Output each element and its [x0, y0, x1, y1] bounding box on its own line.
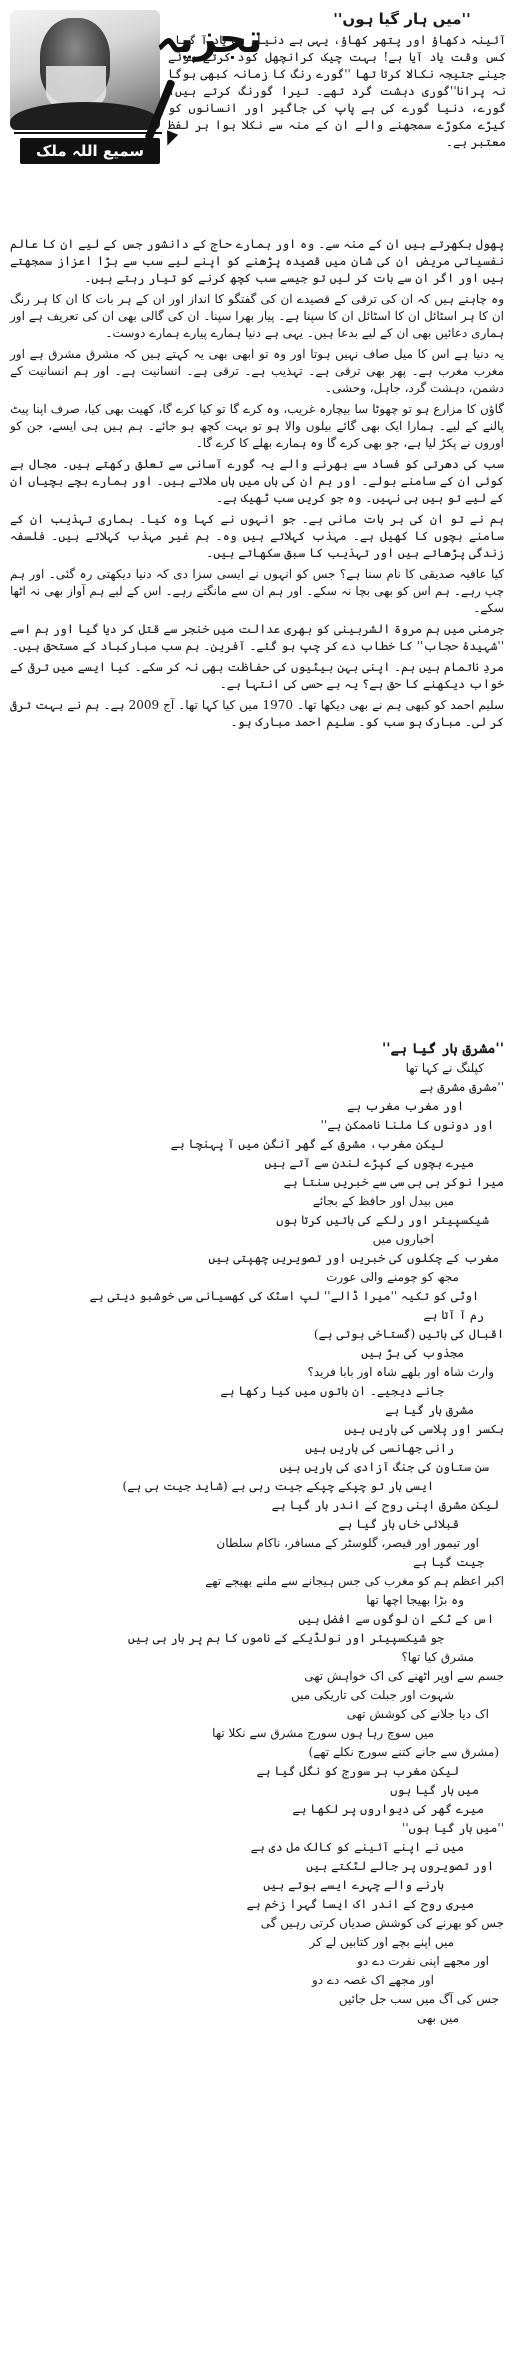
- poem-line: شیکسپیئر اور رلکے کی باتیں کرتا ہوں: [276, 1213, 489, 1227]
- poem-line: بکسر اور پلاسی کی ہاریں ہیں: [344, 1422, 504, 1436]
- article-body: [10, 236, 504, 735]
- author-shoulder-shape: [10, 102, 160, 130]
- poem-line: (مشرق سے جانے کتنے سورج نکلے تھے): [308, 1745, 499, 1759]
- poem-line: ایسی ہار تو چپکے چپکے جیت رہی ہے (شاید جیت ہی ہے): [122, 1479, 434, 1493]
- poem-line: میرے گھر کی دیواروں پر لکھا ہے: [292, 1802, 484, 1816]
- poem-line: اکبر اعظم ہم کو مغرب کی جس ہیجانے سے ملنے بھیجے تھے: [205, 1574, 504, 1588]
- body-paragraph: سب کی دھرتی کو فساد سے بھرنے والے یہ گورے آسانی سے تعلق رکھتے ہیں۔ مجال ہے کوئی ان کے سامنے بولے۔ اور ہم ان کی ہاں میں ہاں ملاتے ہیں۔ اور ہمارے بچے بچیاں ان کے لیے تو ہیں ہی نہیں۔ وہ جو کریں سب ٹھیک ہے۔: [10, 457, 504, 505]
- article-headline: ''میں ہار گیا ہوں'': [333, 10, 471, 28]
- poem-line: مجذوب کی بڑ ہیں: [361, 1346, 464, 1360]
- poem-line: میں بھی: [417, 2011, 459, 2025]
- poem-line: وہ بڑا بھیجا اچھا تھا: [366, 1593, 464, 1607]
- poem-line: وارث شاہ اور بلھے شاہ اور بابا فرید؟: [307, 1365, 494, 1379]
- author-byline: سمیع اللہ ملک: [20, 138, 160, 164]
- poem-line: میری روح کے اندر اک ایسا گہرا زخم ہے: [246, 1897, 474, 1911]
- poem-line: رم آ آتا ہے: [423, 1308, 484, 1322]
- poem-line: اخباروں میں: [372, 1232, 434, 1246]
- body-paragraph: پھول بکھرتے ہیں ان کے منہ سے۔ وہ اور ہمارے حاج کے دانشور جس کے لیے ان کا عالم نفسیاتی مریض ان کی شان میں قصیدہ پڑھنے کو اپنے لیے سب سے بڑا اعزاز سمجھتے ہیں اور اگر ان سے بات کر لیں تو جیسے سب کچھ کرنے کو تیار رہتے ہیں۔: [10, 237, 504, 285]
- poem-line: مغرب کے چکلوں کی خبریں اور تصویریں چھپتی ہیں: [208, 1251, 499, 1265]
- article-intro: [168, 32, 506, 151]
- poem-line: ''مشرق مشرق ہے: [419, 1080, 504, 1094]
- poem-line: اس کے ٹکے ان لوگوں سے افضل ہیں: [298, 1612, 494, 1626]
- poem-line: اقبال کی باتیں (گستاخی ہوتی ہے): [313, 1327, 504, 1341]
- poem-line: لیکن مغرب ہر سورج کو نگل گیا ہے: [256, 1764, 459, 1778]
- poem-title: ''مشرق ہار گیا ہے'': [381, 1041, 504, 1057]
- body-paragraph: کیا عافیہ صدیقی کا نام سنا ہے؟ جس کو انہوں نے ایسی سزا دی کہ دنیا دیکھتی رہ گئی۔ اور ہم چپ رہے۔ ہم اس کو بھی بچا نہ سکے۔ اور ہم ان سے مانگتے رہے۔ اس کے لیے ہم آواز بھی نہ اٹھا سکے۔: [10, 567, 504, 615]
- poem-line: اور دونوں کا ملنا ناممکن ہے'': [320, 1118, 494, 1132]
- poem-line: اک دیا جلانے کی کوشش تھی: [346, 1707, 489, 1721]
- poem-line: سن ستاون کی جنگ آزادی کی ہاریں ہیں: [279, 1460, 489, 1474]
- poem-line: لیکن مغرب، مشرق کے گھر آنگن میں آ پہنچا ہے: [170, 1137, 444, 1151]
- poem-line: شہوت اور جبلت کی تاریکی میں: [290, 1688, 454, 1702]
- poem-line: جانے دیجیے۔ ان باتوں میں کیا رکھا ہے: [220, 1384, 444, 1398]
- poem-line: ہارنے والے چہرے ایسے ہوتے ہیں: [263, 1878, 444, 1892]
- poem-line: میں نے اپنے آئینے کو کالک مل دی ہے: [250, 1840, 464, 1854]
- poem-line: میں اپنے بچے اور کتابیں لے کر: [309, 1935, 454, 1949]
- header-divider: [14, 132, 162, 134]
- poem-line: میں سوچ رہا ہوں سورج مشرق سے نکلا تھا: [212, 1726, 434, 1740]
- poem-line: لیکن مشرق اپنی روح کے اندر ہار گیا ہے: [271, 1498, 499, 1512]
- body-paragraph: وہ چاہتے ہیں کہ ان کی ترقی کے قصیدے ان کی گفتگو کا انداز اور ان کے ہر بات کا ان کا ہر رنگ ان کا ہر اسٹائل ان کا اسٹائل ان کا سپنا ہے۔ پیار بھرا سپنا۔ ان کی گالی بھی ان کی تعریف ہے اور ہماری دعائیں بھی ان کے لیے بدعا ہیں۔ یہی ہے دنیا ہمارے پیارے ہمارے دوست۔: [10, 292, 504, 340]
- poem-line: اور مغرب مغرب ہے: [347, 1099, 464, 1113]
- poem-line: اور تیمور اور قیصر، گلوسٹر کے مسافر، ناکام سلطان: [216, 1536, 479, 1550]
- body-paragraph: جرمنی میں ہم مروۃ الشربینی کو بھری عدالت میں خنجر سے قتل کر دیا گیا اور ہم اسے ''شہیدۂ حجاب'' کا خطاب دے کر چپ ہو گئے۔ آفرین۔ ہم سب مبارکباد کے مستحق ہیں۔: [10, 622, 504, 653]
- poem-line: مشرق کیا تھا؟: [401, 1650, 474, 1664]
- poem-line: میں بیدل اور حافظ کے بجائے: [312, 1194, 454, 1208]
- poem-line: ''میں ہار گیا ہوں'': [402, 1821, 504, 1835]
- poem-line: اور مجھے اپنی نفرت دے دو: [357, 1954, 489, 1968]
- poem-line: میں ہار گیا ہوں: [390, 1783, 479, 1797]
- poem-line: مشرق ہار گیا ہے: [385, 1403, 474, 1417]
- poem-line: اور تصویروں پر جالے لٹکتے ہیں: [306, 1859, 494, 1873]
- body-paragraph: یہ دنیا ہے اس کا میل صاف نہیں ہوتا اور وہ تو ابھی بھی یہ کہتے ہیں کہ مشرق مشرق ہے اور مغرب مغرب ہے۔ پھر بھی ترقی ہے۔ تہذیب ہے۔ ترقی ہے۔ انسانیت ہے۔ اور ہم انسانیت کے دشمن، دہشت گرد، جاہل، وحشی۔: [10, 347, 504, 395]
- poem-line: میرے بچوں کے کپڑے لندن سے آتے ہیں: [264, 1156, 474, 1170]
- poem-line: میرا نوکر بی بی سی سے خبریں سنتا ہے: [283, 1175, 504, 1189]
- poem-line: جسم سے اوپر اٹھنے کی اک خواہش تھی: [304, 1669, 504, 1683]
- poem-line: اور مجھے اک غصہ دے دو: [311, 1973, 434, 1987]
- poem-line: مجھ کو چومنے والی عورت: [326, 1270, 459, 1284]
- poem-line: جو شیکسپیئر اور نولڈیکے کے ناموں کا ہم پر بار ہی ہیں: [127, 1631, 444, 1645]
- poem-line: جس کی آگ میں سب جل جائیں: [338, 1992, 499, 2006]
- intro-paragraph: آئینہ دکھاؤ اور پتھر کھاؤ، یہی ہے دنیا۔ وہ یاد آ گیا، کس وقت یاد آیا ہے! بہت چیک کرانچھل کود کرتے ہوئے جینے جتیجہ نکالا کرتا تھا ''گورے رنگ کا زمانہ کبھی ہوگا نہ پرانا''گوری دہشت گرد تھے۔ تیرا گورنگ کرتے ہیں، گورے، دنیا گورے کی ہے پاپ کی جاگیر اور انسانوں کو کیڑے مکوڑے سمجھنے والے ان کے منہ سے نکلا ہوا ہر لفظ معتبر ہے۔: [168, 33, 506, 149]
- poem-line: اوٹی کو تکیہ ''میرا ڈالے'' لپ اسٹک کی کھسیانی سی خوشبو دیتی ہے: [89, 1289, 479, 1303]
- poem-line: کپلنگ نے کہا تھا: [405, 1061, 484, 1075]
- body-paragraph: ہم نے تو ان کی ہر بات مانی ہے۔ جو انہوں نے کہا وہ کیا۔ ہماری تہذیب ان کے سامنے بچوں کا کھیل ہے۔ مہذب کہلاتے ہیں وہ۔ ہم غیر مہذب کہلاتے ہیں۔ فلسفہ زندگی پڑھاتے ہیں اور تہذیب کا سبق سکھاتے ہیں۔: [10, 512, 504, 560]
- poem-line: جیت گیا ہے: [413, 1555, 484, 1569]
- poem-line: رانی جھانسی کی ہاریں ہیں: [305, 1441, 454, 1455]
- poem-line: جس کو بھرنے کی کوشش صدیاں کرتی رہیں گی: [260, 1916, 504, 1930]
- body-paragraph: گاؤں کا مزارع ہو تو چھوٹا سا بیچارہ غریب، وہ کرے گا تو کیا کرے گا، کھیت بھی کیا، صرف اپنا پیٹ پالنے کے لیے۔ ہمارا ایک بھی گائے بیلوں والا ہو تو بہت کچھ ہو جائے۔ ہم ہیں ہی ایسے، جن کو اوروں نے پکڑ لیا ہے، جو بھی کرے گا وہ ہمارے بھلے کا کرے گا۔: [10, 402, 504, 450]
- body-paragraph: مردِ ناتمام ہیں ہم۔ اپنی بہن بیٹیوں کی حفاظت بھی نہ کر سکے۔ کیا ایسے میں ترقی کے خواب دیکھنے کا حق ہے؟ یہ بے حسی کی انتہا ہے۔: [10, 660, 504, 691]
- body-paragraph: سلیم احمد کو کبھی ہم نے بھی دیکھا تھا۔ 1970 میں کیا کہا تھا۔ آج 2009 ہے۔ ہم نے بہت ترقی کر لی۔ مبارک ہو سب کو۔ سلیم احمد مبارک ہو۔: [10, 698, 504, 729]
- column-title: تجزیہ: [155, 16, 263, 62]
- poem: [10, 1040, 504, 2028]
- poem-line: قبلائی خاں ہار گیا ہے: [338, 1517, 459, 1531]
